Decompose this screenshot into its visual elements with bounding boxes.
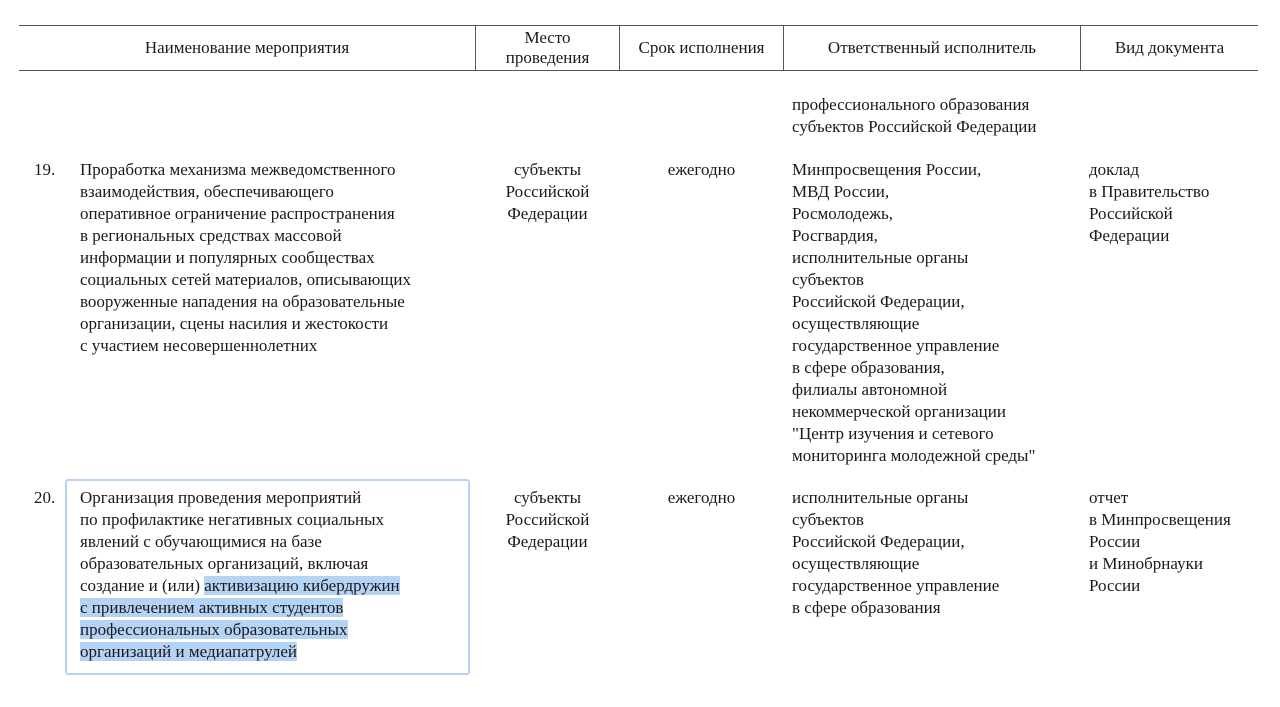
selected-text[interactable]: организаций и медиапатрулей	[80, 642, 298, 661]
selected-text[interactable]: активизацию кибердружин	[204, 576, 400, 595]
header-event-name: Наименование мероприятия	[144, 37, 350, 57]
selected-text[interactable]: с привлечением активных студентов	[80, 598, 344, 617]
selected-text[interactable]: профессиональных образовательных	[80, 620, 348, 639]
row-deadline: ежегодно	[667, 488, 736, 507]
header-responsible: Ответственный исполнитель	[827, 37, 1037, 57]
row-responsible: исполнительные органы субъектов Российской Федерации, осуществляющие государственное управление в сфере образования	[792, 488, 1000, 617]
row-document-type: доклад в Правительство Российской Федерации	[1089, 160, 1210, 245]
header-place: Место проведения	[505, 27, 590, 67]
row-responsible: Минпросвещения России, МВД России, Росмолодежь, Росгвардия, исполнительные органы субъектов Российской Федерации, осуществляющие государственное управление в сфере образования, филиалы автономной некоммерческой организации "Центр изучения и сетевого мониторинга молодежной среды"	[792, 160, 1036, 465]
row-place: субъекты Российской Федерации	[505, 488, 590, 551]
row-event-title[interactable]	[80, 487, 400, 663]
header-deadline: Срок исполнения	[638, 37, 765, 57]
row-event-title[interactable]: Проработка механизма межведомственного взаимодействия, обеспечивающего оперативное ограничение распространения в региональных средствах массовой информации и популярных сообществах социальных сетей материалов, описывающих вооруженные нападения на образовательные организации, сцены насилия и жестокости с участием несовершеннолетних	[80, 160, 411, 355]
header-bottom-rule	[19, 70, 1258, 71]
row-document-type: отчет в Минпросвещения России и Минобрнауки России	[1089, 488, 1231, 595]
header-document-type: Вид документа	[1114, 37, 1225, 57]
row-number: 19.	[34, 160, 56, 179]
row-deadline: ежегодно	[667, 160, 736, 179]
row-place: субъекты Российской Федерации	[505, 160, 590, 223]
row-number: 20.	[34, 488, 56, 507]
continuation-responsible: профессионального образования субъектов Российской Федерации	[792, 95, 1037, 136]
title-plain-text: Организация проведения мероприятий по профилактике негативных социальных явлений с обучающимися на базе образовательных организаций, включая создание и (или)	[80, 488, 385, 595]
